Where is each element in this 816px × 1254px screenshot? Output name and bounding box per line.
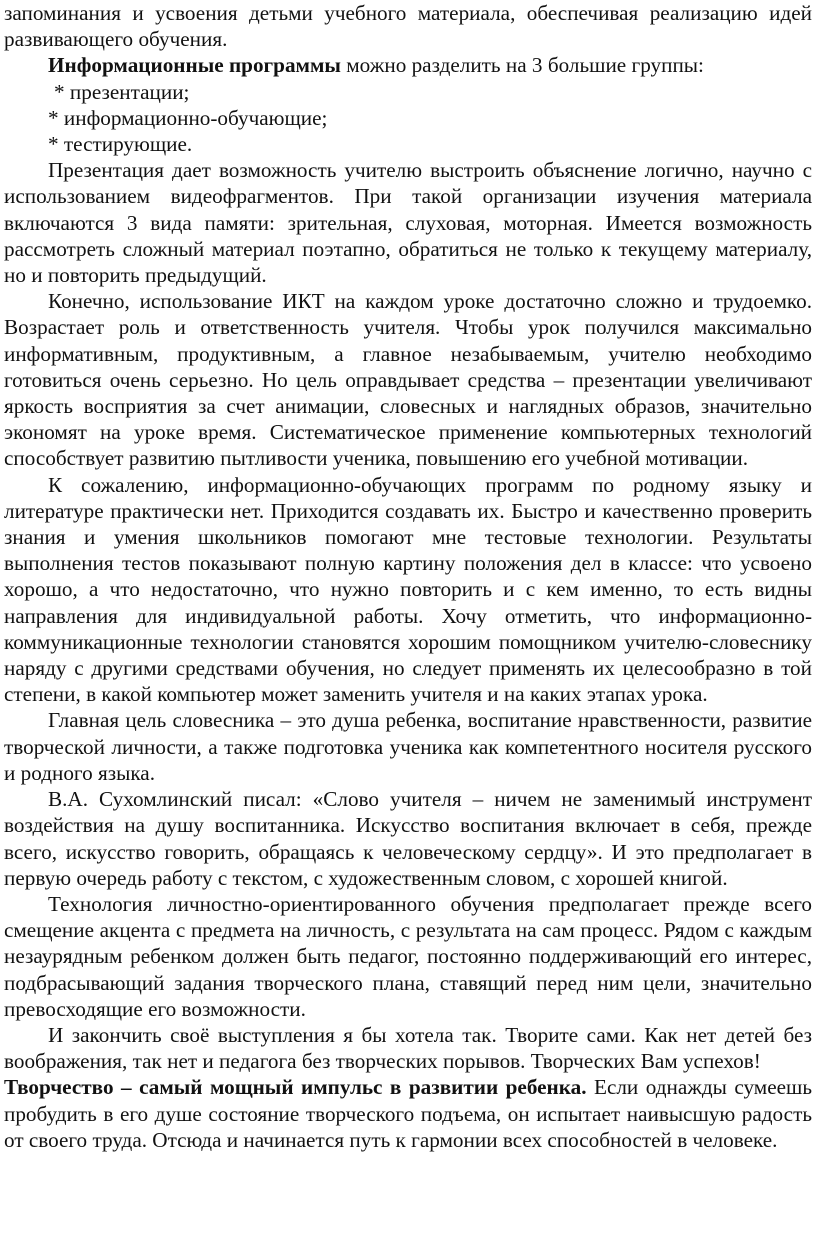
paragraph-personal-oriented: Технология личностно-ориентированного обучения предполагает прежде всего смещение акцента с предмета на личность, с результата на сам процесс. Рядом с каждым незаурядным ребенком должен быть педагог, постоянно поддерживающий его интерес, подбрасывающий задания творческого плана, ставящий перед ним цели, значительно превосходящие его возможности.	[4, 891, 812, 1021]
paragraph-sukhomlinsky-quote: В.А. Сухомлинский писал: «Слово учителя – ничем не заменимый инструмент воздействия на душу воспитанника. Искусство воспитания включает в себя, прежде всего, искусство говорить, обращаясь к человеческому сердцу». И это предполагает в первую очередь работу с текстом, с художественным словом, с хорошей книгой.	[4, 787, 812, 890]
paragraph-creativity	[4, 1074, 812, 1153]
list-item-info-learning: * информационно-обучающие;	[48, 105, 328, 130]
bold-term-info-programs: Информационные программы	[48, 53, 341, 78]
list-item-testing: * тестирующие.	[48, 132, 193, 157]
paragraph-continuation: запоминания и усвоения детьми учебного материала, обеспечивая реализацию идей развивающего обучения.	[4, 1, 812, 52]
paragraph-presentation: Презентация дает возможность учителю выстроить объяснение логично, научно с использованием видеофрагментов. При такой организации изучения материала включаются 3 вида памяти: зрительная, слуховая, моторная. Имеется возможность рассмотреть сложный материал поэтапно, обратиться не только к текущему материалу, но и повторить предыдущий.	[4, 158, 812, 288]
paragraph-text: Если однажды сумеешь пробудить в его душе состояние творческого подъема, он испытает наивысшую радость от своего труда. Отсюда и начинается путь к гармонии всех способностей в человеке.	[4, 1075, 812, 1152]
paragraph-info-learning-programs: К сожалению, информационно-обучающих программ по родному языку и литературе практически нет. Приходится создавать их. Быстро и качественно проверить знания и умения школьников помогают мне тестовые технологии. Результаты выполнения тестов показывают полную картину положения дел в классе: что усвоено хорошо, а что недостаточно, что нужно повторить и с кем именно, то есть видны направления для индивидуальной работы. Хочу отметить, что информационно-коммуникационные технологии становятся хорошим помощником учителю-словеснику наряду с другими средствами обучения, но следует применять их целесообразно в той степени, в какой компьютер может заменить учителя и на каких этапах урока.	[4, 472, 812, 707]
paragraph-main-goal: Главная цель словесника – это душа ребенка, воспитание нравственности, развитие творческой личности, а также подготовка ученика как компетентного носителя русского и родного языка.	[4, 708, 812, 785]
paragraph-text: можно разделить на 3 большие группы:	[340, 53, 704, 78]
bold-creativity-statement: Творчество – самый мощный импульс в развитии ребенка.	[4, 1075, 587, 1100]
paragraph-program-groups	[4, 52, 812, 78]
paragraph-conclusion: И закончить своё выступления я бы хотела так. Творите сами. Как нет детей без воображения, так нет и педагога без творческих порывов. Творческих Вам успехов!	[4, 1022, 812, 1074]
paragraph-ict-usage: Конечно, использование ИКТ на каждом уроке достаточно сложно и трудоемко. Возрастает роль и ответственность учителя. Чтобы урок получился максимально информативным, продуктивным, а главное незабываемым, учителю необходимо готовиться очень серьезно. Но цель оправдывает средства – презентации увеличивают яркость восприятия за счет анимации, словесных и наглядных образов, значительно экономят на уроке время. Систематическое применение компьютерных технологий способствует развитию пытливости ученика, повышению его учебной мотивации.	[4, 289, 812, 471]
list-item-presentations: * презентации;	[54, 79, 190, 104]
document-page	[4, 0, 812, 1153]
